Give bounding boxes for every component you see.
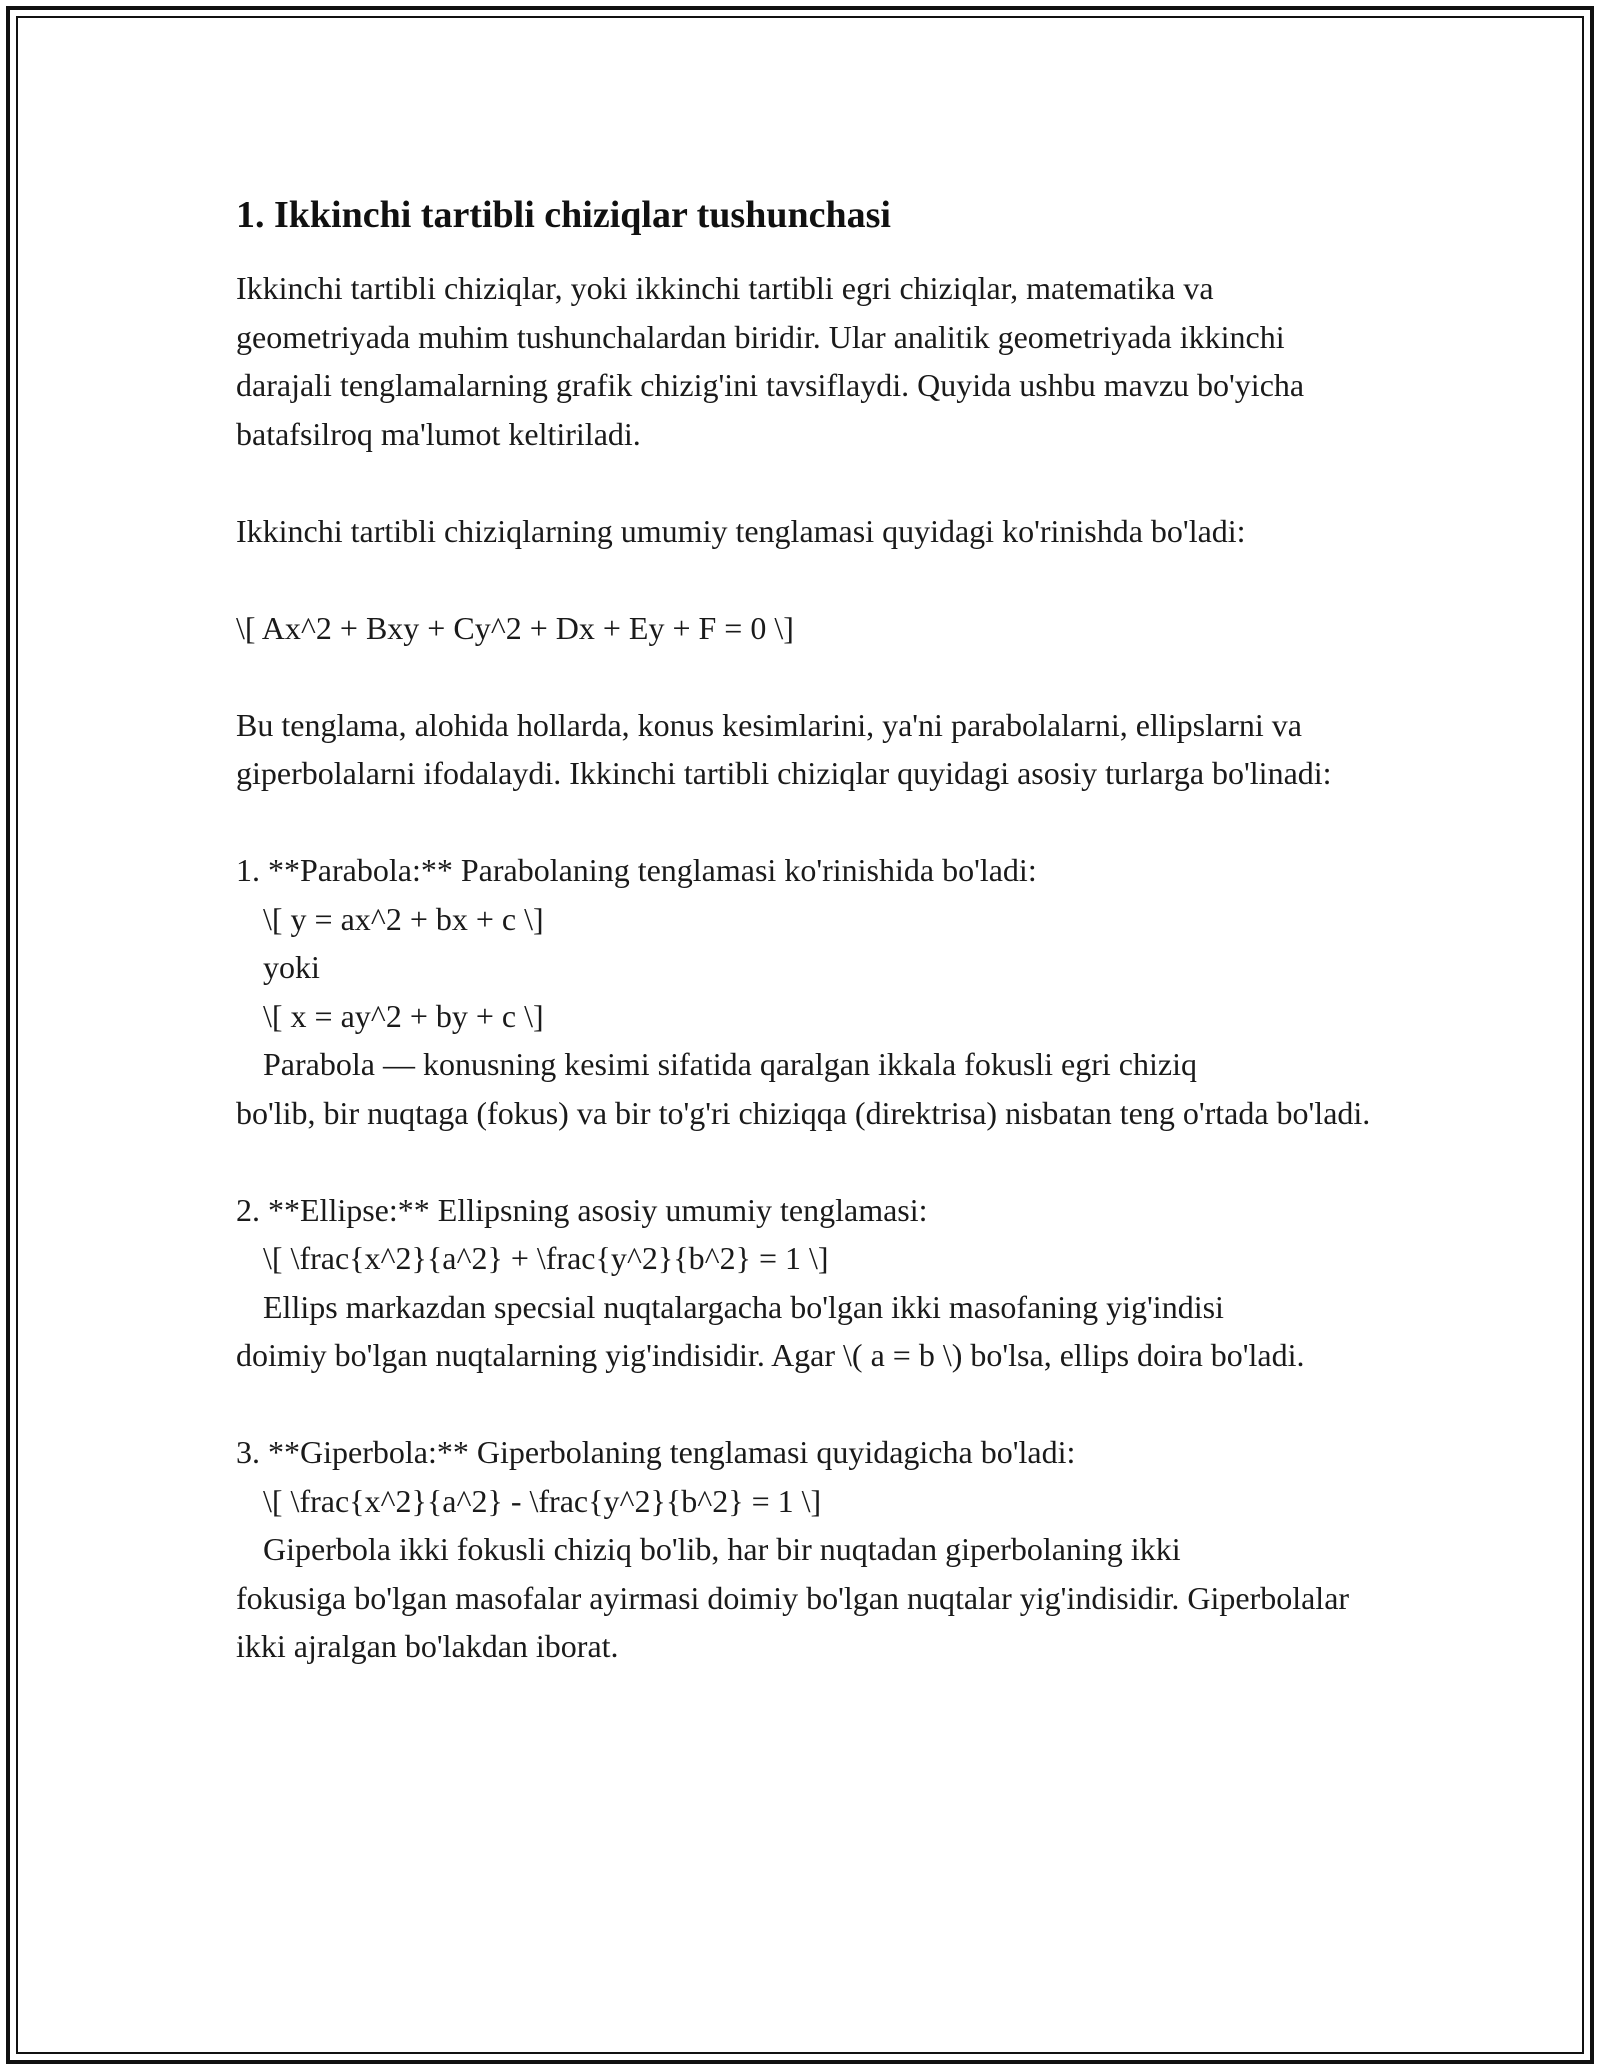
parabola-or-text: yoki	[263, 949, 320, 985]
general-equation-intro: Ikkinchi tartibli chiziqlarning umumiy tenglamasi quyidagi ko'rinishda bo'ladi:	[236, 512, 1246, 549]
parabola-section	[236, 846, 1376, 1137]
hyperbola-equation: \[ \frac{x^2}{a^2} - \frac{y^2}{b^2} = 1 \]	[263, 1482, 822, 1519]
paragraph-gap	[236, 798, 1376, 847]
paragraph-gap	[236, 458, 1376, 507]
parabola-description-line1: Parabola — konusning kesimi sifatida qaralgan ikkala fokusli egri chiziq	[263, 1046, 1197, 1082]
paragraph-gap	[236, 555, 1376, 604]
types-intro-paragraph: Bu tenglama, alohida hollarda, konus kesimlarini, ya'ni parabolalarni, ellipslarni va giperbolalarni ifodalaydi. Ikkinchi tartibli chiziqlar quyidagi asosiy turlarga bo'linadi:	[236, 706, 1332, 791]
document-body	[236, 186, 1376, 1671]
parabola-description-rest: bo'lib, bir nuqtaga (fokus) va bir to'g'ri chiziqqa (direktrisa) nisbatan teng o'rtada bo'ladi.	[236, 1094, 1371, 1131]
ellipse-equation: \[ \frac{x^2}{a^2} + \frac{y^2}{b^2} = 1 \]	[263, 1240, 829, 1276]
ellipse-description-line1: Ellips markazdan specsial nuqtalargacha bo'lgan ikki masofaning yig'indisi	[263, 1288, 1224, 1325]
hyperbola-section	[236, 1428, 1376, 1671]
intro-paragraph: Ikkinchi tartibli chiziqlar, yoki ikkinchi tartibli egri chiziqlar, matematika va geometriyada muhim tushunchalardan biridir. Ular analitik geometriyada ikkinchi darajali tenglamalarning grafik chizig'ini tavsiflaydi. Quyida ushbu mavzu bo'yicha batafsilroq ma'lumot keltiriladi.	[236, 270, 1305, 452]
parabola-equation-2: \[ x = ay^2 + by + c \]	[263, 997, 544, 1034]
document-title: 1. Ikkinchi tartibli chiziqlar tushunchasi	[236, 194, 891, 236]
hyperbola-heading: 3. **Giperbola:** Giperbolaning tenglamasi quyidagicha bo'ladi:	[236, 1434, 1076, 1470]
ellipse-section	[236, 1186, 1376, 1380]
paragraph-gap	[236, 1137, 1376, 1186]
general-equation: \[ Ax^2 + Bxy + Cy^2 + Dx + Ey + F = 0 \]	[236, 609, 794, 646]
hyperbola-description-line1: Giperbola ikki fokusli chiziq bo'lib, har bir nuqtadan giperbolaning ikki	[263, 1531, 1181, 1567]
paragraph-gap	[236, 1380, 1376, 1429]
hyperbola-description-rest: fokusiga bo'lgan masofalar ayirmasi doimiy bo'lgan nuqtalar yig'indisidir. Giperbolalar ikki ajralgan bo'lakdan iborat.	[236, 1579, 1350, 1664]
parabola-equation-1: \[ y = ax^2 + bx + c \]	[263, 900, 544, 937]
paragraph-gap	[236, 652, 1376, 701]
ellipse-heading: 2. **Ellipse:** Ellipsning asosiy umumiy tenglamasi:	[236, 1191, 928, 1228]
parabola-heading: 1. **Parabola:** Parabolaning tenglamasi ko'rinishida bo'ladi:	[236, 852, 1037, 888]
ellipse-description-rest: doimiy bo'lgan nuqtalarning yig'indisidir. Agar \( a = b \) bo'lsa, ellips doira bo'ladi.	[236, 1337, 1305, 1373]
